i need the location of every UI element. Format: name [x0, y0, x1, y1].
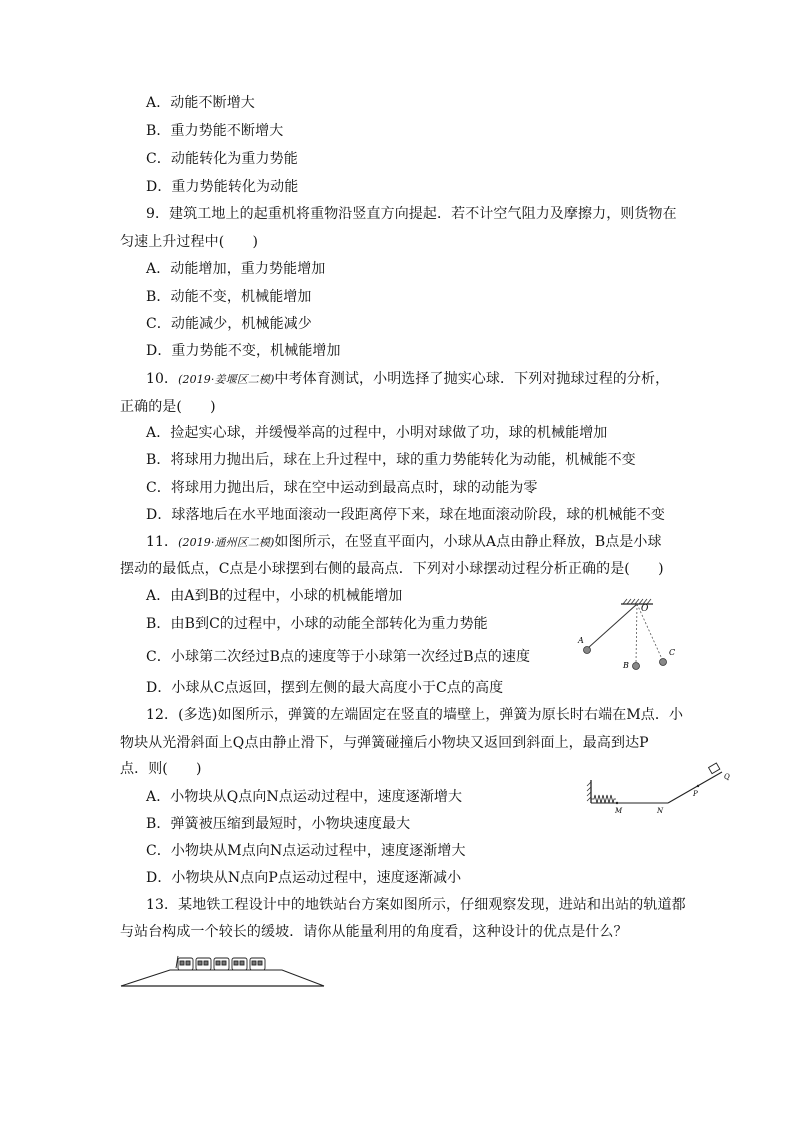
q8-option-b: B．重力势能不断增大 [146, 123, 284, 139]
track-profile [121, 970, 324, 986]
ball-a [584, 647, 591, 654]
q11-stem-text: 如图所示，在竖直平面内，小球从A点由静止释放，B点是小球 [274, 534, 662, 550]
q10-number: 10． [146, 371, 179, 387]
q11-stem-line2: 摆动的最低点，C点是小球摆到右侧的最高点．下列对小球摆动过程分析正确的是( ) [120, 561, 664, 577]
q11-stem-line1 [146, 532, 662, 553]
q9-stem-line1: 9．建筑工地上的起重机将重物沿竖直方向提起．若不计空气阻力及摩擦力，则货物在 [146, 206, 677, 222]
spring [591, 795, 616, 803]
label-a: A [578, 636, 584, 645]
q12-stem-line1: 12．(多选)如图所示，弹簧的左端固定在竖直的墙壁上，弹簧为原长时右端在M点．小 [146, 707, 684, 723]
q11-number: 11． [146, 534, 179, 550]
q10-source: (2019·姜堰区二模) [178, 373, 275, 386]
q10-option-a: A．捡起实心球，并缓慢举高的过程中，小明对球做了功，球的机械能增加 [146, 425, 608, 441]
q12-option-b: B．弹簧被压缩到最短时，小物块速度最大 [146, 816, 411, 832]
q10-stem-text: 中考体育测试，小明选择了抛实心球．下列对抛球过程的分析， [274, 371, 670, 387]
label-c: C [669, 648, 676, 657]
q10-option-b: B．将球用力抛出后，球在上升过程中，球的重力势能转化为动能，机械能不变 [146, 452, 636, 468]
label-b: B [623, 661, 629, 670]
string-to-a [588, 604, 637, 648]
string-to-b [636, 604, 637, 663]
q12-stem-line3: 点．则( ) [120, 761, 202, 777]
point-m [616, 802, 618, 804]
q13-stem-line1: 13．某地铁工程设计中的地铁站台方案如图所示，仔细观察发现，进站和出站的轨道都 [146, 897, 686, 913]
q12-stem-line2: 物块从光滑斜面上Q点由静止滑下，与弹簧碰撞后小物块又返回到斜面上，最高到达P [120, 735, 649, 751]
block [709, 763, 720, 774]
label-m: M [615, 807, 623, 815]
q10-option-d: D．球落地后在水平地面滚动一段距离停下来，球在地面滚动阶段，球的机械能不变 [146, 507, 665, 523]
ball-c [660, 659, 667, 666]
q11-option-b: B．由B到C的过程中，小球的动能全部转化为重力势能 [146, 616, 488, 632]
label-p: P [693, 790, 698, 798]
q10-option-c: C．将球用力抛出后，球在空中运动到最高点时，球的动能为零 [146, 480, 538, 496]
q8-option-d: D．重力势能转化为动能 [146, 179, 299, 195]
q9-option-a: A．动能增加，重力势能增加 [146, 261, 326, 277]
q11-option-a: A．由A到B的过程中，小球的机械能增加 [146, 588, 403, 604]
q11-source: (2019·通州区二模) [178, 536, 275, 549]
q10-stem-line1 [146, 369, 669, 390]
incline [668, 772, 722, 803]
point-p [697, 785, 699, 787]
q11-option-c: C．小球第二次经过B点的速度等于小球第一次经过B点的速度 [146, 649, 531, 665]
label-n: N [657, 807, 664, 815]
q9-stem-line2: 匀速上升过程中( ) [120, 234, 259, 250]
q9-option-c: C．动能减少，机械能减少 [146, 316, 312, 332]
subway-station-figure [118, 948, 328, 990]
q12-option-c: C．小物块从M点向N点运动过程中，速度逐渐增大 [146, 843, 466, 859]
q9-option-d: D．重力势能不变，机械能增加 [146, 343, 341, 359]
q13-stem-line2: 与站台构成一个较长的缓坡．请你从能量利用的角度看，这种设计的优点是什么？ [120, 924, 628, 940]
q9-option-b: B．动能不变，机械能增加 [146, 289, 312, 305]
ball-b [633, 663, 640, 670]
label-o: O [641, 604, 649, 614]
pendulum-figure [575, 596, 680, 676]
q8-option-c: C．动能转化为重力势能 [146, 151, 298, 167]
q12-option-d: D．小物块从N点向P点运动过程中，速度逐渐减小 [146, 870, 462, 886]
label-q: Q [724, 773, 730, 781]
q12-option-a: A．小物块从Q点向N点运动过程中，速度逐渐增大 [146, 789, 463, 805]
q10-stem-line2: 正确的是( ) [120, 399, 216, 415]
q8-option-a: A．动能不断增大 [146, 95, 255, 111]
spring-incline-figure [586, 760, 731, 815]
q11-option-d: D．小球从C点返回，摆到左侧的最大高度小于C点的高度 [146, 680, 504, 696]
train [176, 956, 265, 970]
